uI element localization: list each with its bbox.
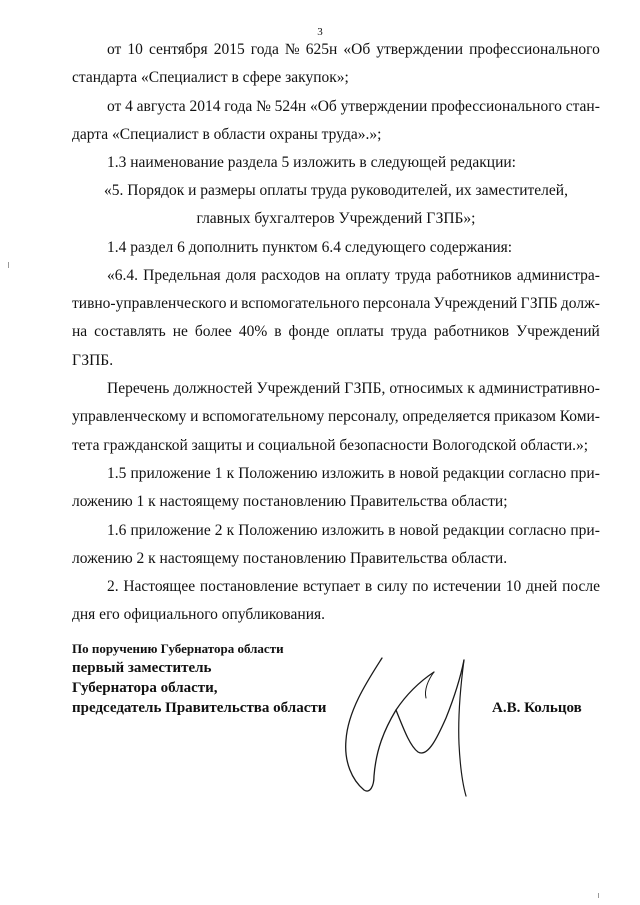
- scan-mark: [598, 893, 599, 898]
- body-line-12: ГЗПБ.: [72, 352, 114, 369]
- body-line-2: стандарта «Специалист в сфере закупок»;: [72, 69, 349, 86]
- body-line-6: «5. Порядок и размеры оплаты труда руководителей, их заместителей,: [104, 182, 568, 199]
- body-line-17: ложению 1 к настоящему постановлению Правительства области;: [72, 493, 508, 510]
- body-line-11: на составлять не более 40% в фонде оплаты труда работников Учреждений: [72, 323, 600, 340]
- body-line-18: 1.6 приложение 2 к Положению изложить в новой редакции согласно при-: [107, 522, 600, 539]
- signatory-instruction: По поручению Губернатора области: [72, 641, 284, 656]
- body-line-19: ложению 2 к настоящему постановлению Правительства области.: [72, 550, 508, 567]
- signatory-title-1: первый заместитель: [72, 660, 212, 676]
- body-line-5: 1.3 наименование раздела 5 изложить в следующей редакции:: [107, 154, 516, 171]
- body-line-1: от 10 сентября 2015 года № 625н «Об утверждении профессионального: [107, 41, 600, 58]
- signatory-name: А.В. Кольцов: [492, 700, 582, 716]
- signatory-title-3: председатель Правительства области: [72, 700, 327, 716]
- scan-mark: [8, 262, 9, 268]
- signatory-title-2: Губернатора области,: [72, 680, 218, 696]
- body-line-3: от 4 августа 2014 года № 524н «Об утверждении профессионального стан-: [107, 98, 600, 115]
- body-line-21: дня его официального опубликования.: [72, 606, 326, 623]
- body-line-13: Перечень должностей Учреждений ГЗПБ, относимых к административно-: [107, 380, 600, 397]
- body-line-8: 1.4 раздел 6 дополнить пунктом 6.4 следующего содержания:: [107, 239, 513, 256]
- body-line-4: дарта «Специалист в области охраны труда».»;: [72, 126, 382, 143]
- body-line-7: главных бухгалтеров Учреждений ГЗПБ»;: [196, 210, 476, 227]
- body-line-10: тивно-управленческого и вспомогательного персонала Учреждений ГЗПБ долж-: [72, 295, 600, 312]
- page-number: 3: [317, 26, 323, 38]
- body-line-15: тета гражданской защиты и социальной безопасности Вологодской области.»;: [72, 437, 589, 454]
- body-line-20: 2. Настоящее постановление вступает в силу по истечении 10 дней после: [107, 578, 600, 595]
- body-line-16: 1.5 приложение 1 к Положению изложить в новой редакции согласно при-: [107, 465, 600, 482]
- handwritten-signature: [338, 640, 478, 800]
- body-line-14: управленческому и вспомогательному персоналу, определяется приказом Коми-: [72, 408, 600, 425]
- body-line-9: «6.4. Предельная доля расходов на оплату труда работников администра-: [107, 267, 600, 284]
